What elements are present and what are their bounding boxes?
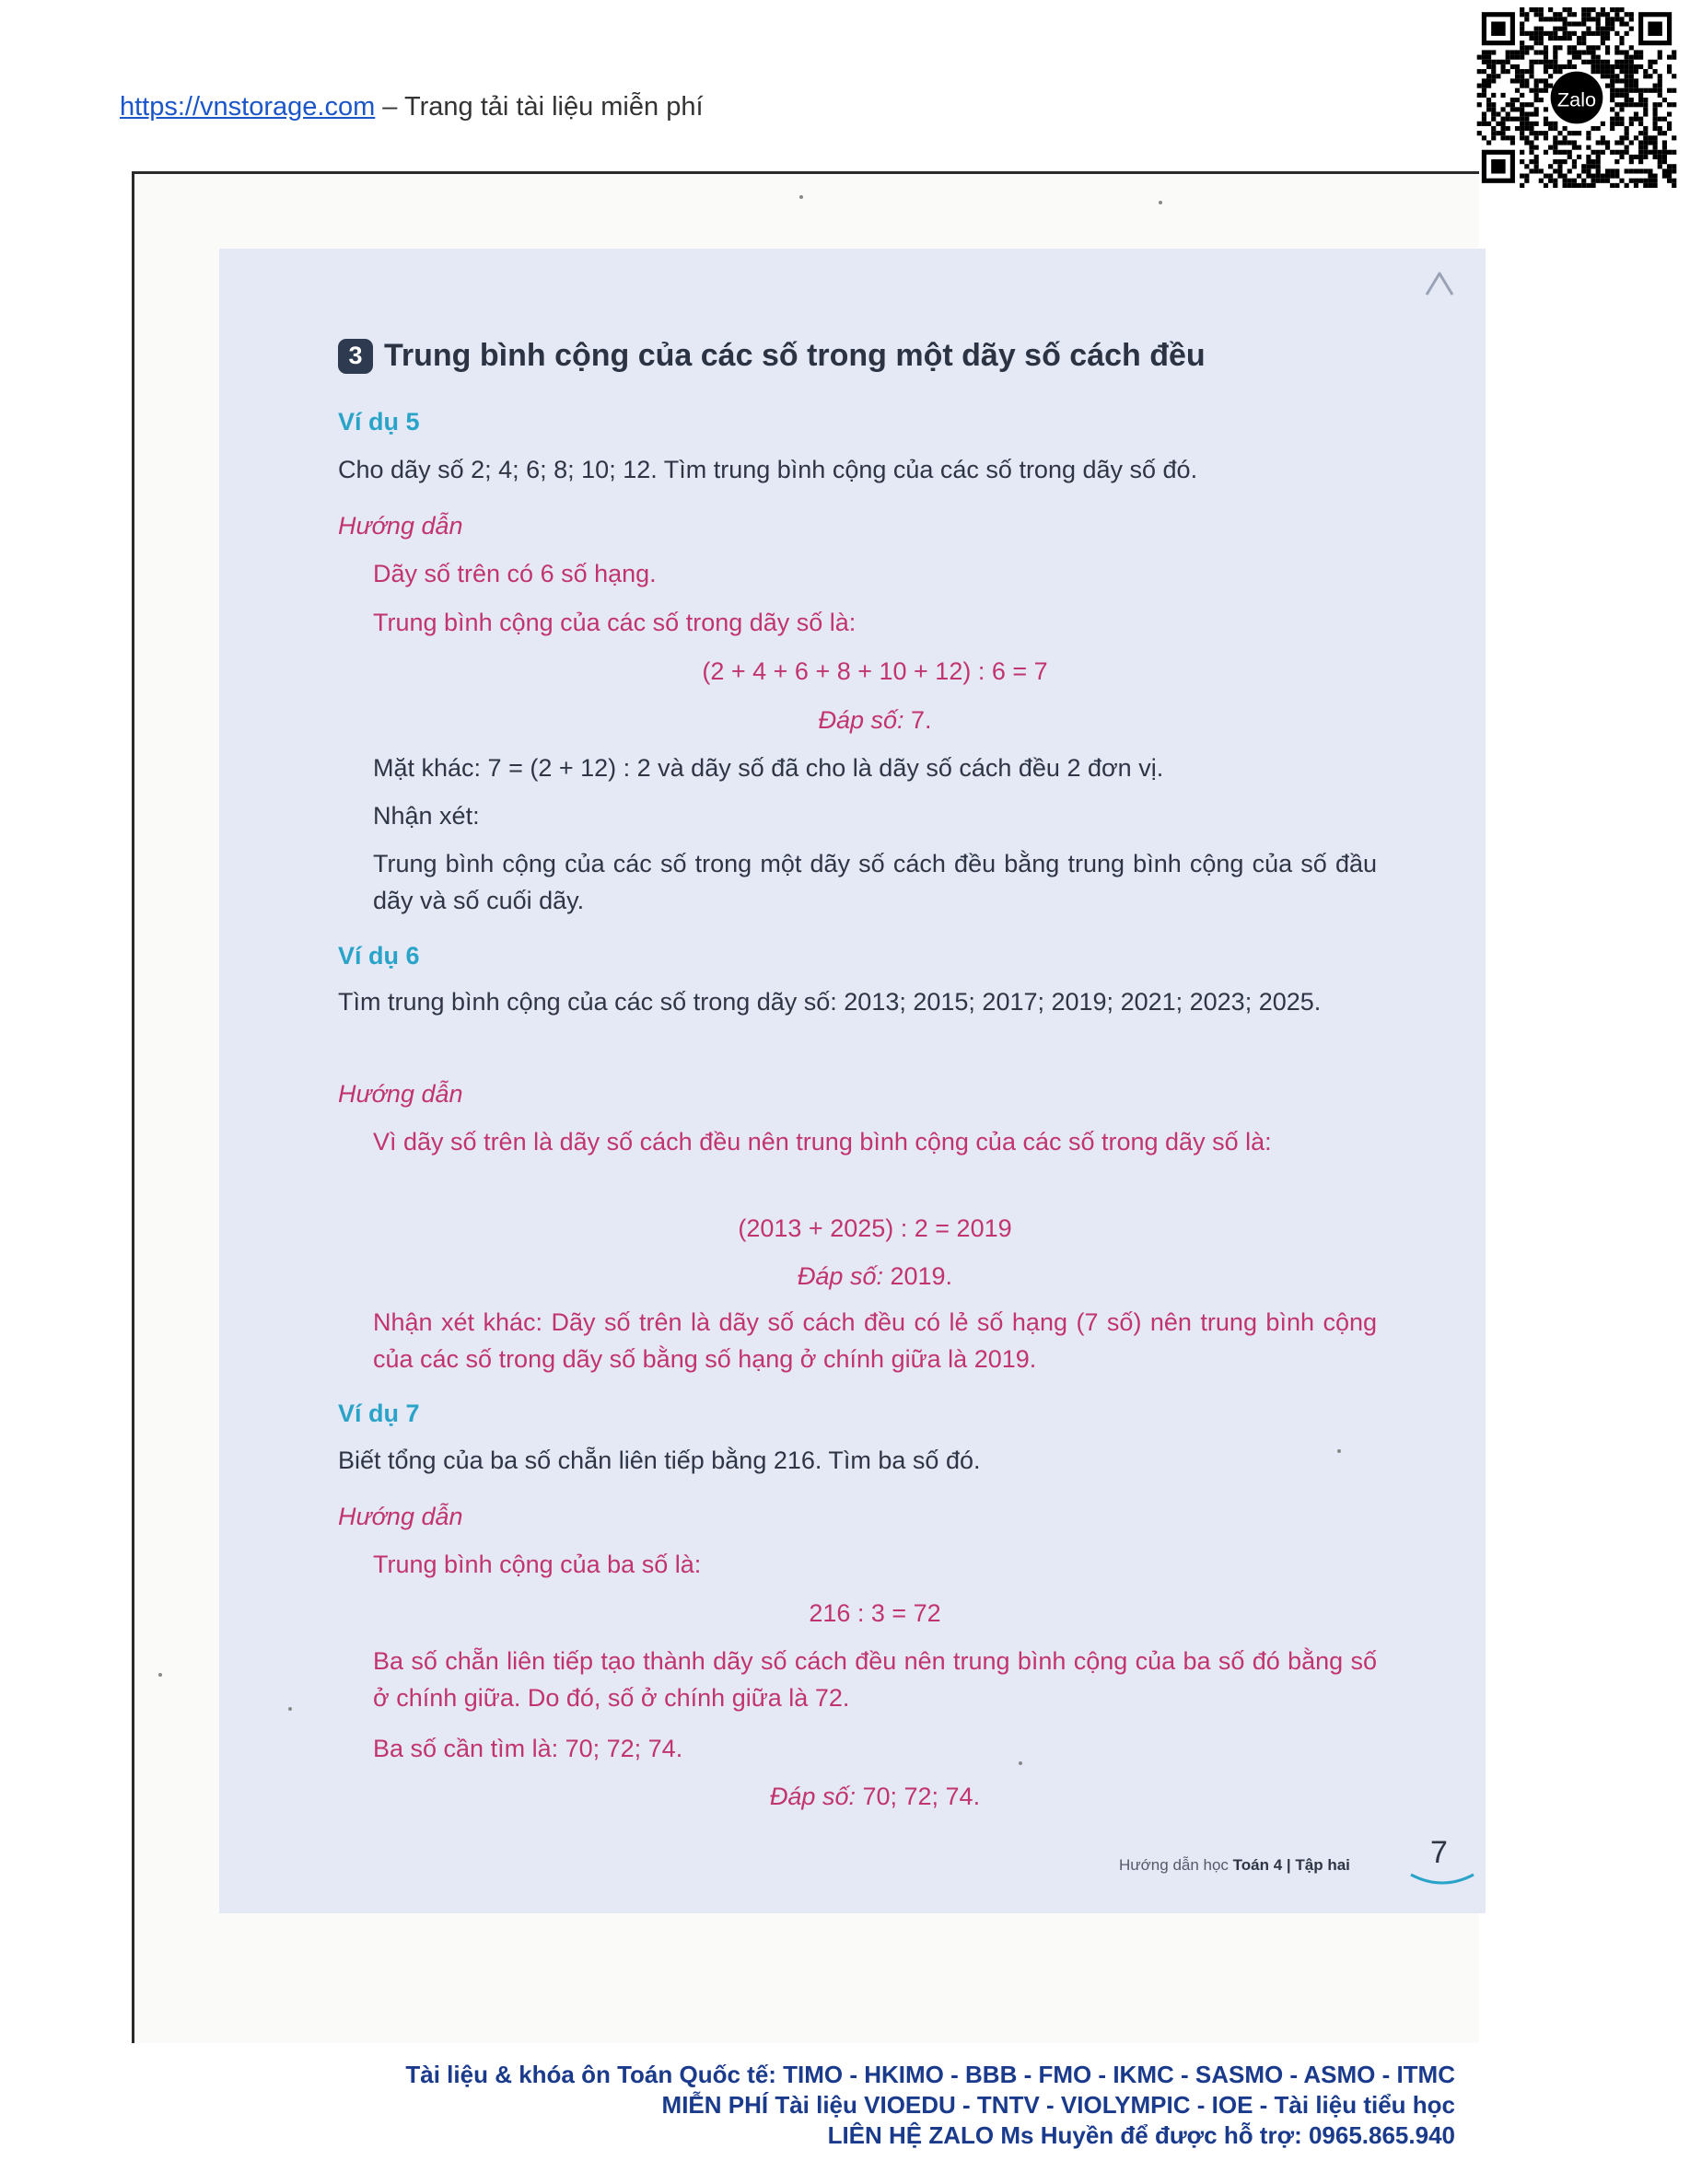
example-7-guide-label: Hướng dẫn xyxy=(338,1503,463,1530)
section-heading xyxy=(338,338,1206,374)
scan-speck xyxy=(288,1707,292,1711)
example-6-line-1: Vì dãy số trên là dãy số cách đều nên trung bình cộng của các số trong dãy số là: xyxy=(373,1128,1272,1156)
example-6-guide-label: Hướng dẫn xyxy=(338,1080,463,1108)
example-7-problem: Biết tổng của ba số chẵn liên tiếp bằng 216. Tìm ba số đó. xyxy=(338,1446,981,1474)
example-5-line-2: Trung bình cộng của các số trong dãy số là: xyxy=(373,609,857,636)
zalo-logo-text: Zalo xyxy=(1556,87,1597,111)
site-tagline: – Trang tải tài liệu miễn phí xyxy=(375,92,704,122)
example-7-answer xyxy=(373,1778,1377,1815)
example-7-line-2: Ba số chẵn liên tiếp tạo thành dãy số cách đều nên trung bình cộng của ba số đó bằng số ở chính giữa. Do đó, số ở chính giữa là 72. xyxy=(373,1647,1377,1712)
triangle-corner-icon xyxy=(1423,269,1456,298)
scan-speck xyxy=(1019,1761,1022,1765)
example-5-answer xyxy=(373,702,1377,738)
example-7-label: Ví dụ 7 xyxy=(338,1400,420,1427)
answer-label: Đáp số: xyxy=(769,1783,856,1810)
example-5-guide-label: Hướng dẫn xyxy=(338,512,463,540)
answer-label: Đáp số: xyxy=(818,706,904,734)
example-5-line-4: Nhận xét: xyxy=(373,802,480,830)
example-6-line-2: Nhận xét khác: Dãy số trên là dãy số cách đều có lẻ số hạng (7 số) nên trung bình cộng của các số trong dãy số bằng số hạng ở chính giữa là 2019. xyxy=(373,1308,1377,1373)
section-title: Trung bình cộng của các số trong một dãy số cách đều xyxy=(384,338,1206,373)
page-number: 7 xyxy=(1430,1835,1448,1870)
example-6-formula: (2013 + 2025) : 2 = 2019 xyxy=(738,1214,1012,1242)
example-5-line-3: Mặt khác: 7 = (2 + 12) : 2 và dãy số đã cho là dãy số cách đều 2 đơn vị. xyxy=(373,754,1164,782)
zalo-qr-code xyxy=(1476,7,1677,188)
promo-line-1: Tài liệu & khóa ôn Toán Quốc tế: TIMO - HKIMO - BBB - FMO - IKMC - SASMO - ASMO - ITMC xyxy=(405,2061,1455,2088)
example-5-label: Ví dụ 5 xyxy=(338,408,420,436)
site-header xyxy=(120,92,704,122)
example-5-problem: Cho dãy số 2; 4; 6; 8; 10; 12. Tìm trung bình cộng của các số trong dãy số đó. xyxy=(338,456,1198,483)
example-6-answer xyxy=(373,1258,1377,1295)
example-5-line-5: Trung bình cộng của các số trong một dãy số cách đều bằng trung bình cộng của số đầu dãy và số cuối dãy. xyxy=(373,850,1377,914)
example-5-line-1: Dãy số trên có 6 số hạng. xyxy=(373,560,657,587)
answer-label: Đáp số: xyxy=(797,1262,883,1290)
scan-speck xyxy=(799,195,803,199)
page-number-swoosh-icon xyxy=(1409,1871,1475,1889)
book-footer xyxy=(1119,1856,1350,1875)
scan-speck xyxy=(158,1673,162,1677)
promo-line-3: LIÊN HỆ ZALO Ms Huyền để được hỗ trợ: 0965.865.940 xyxy=(827,2121,1455,2149)
scan-speck xyxy=(1337,1449,1341,1453)
site-url-link[interactable]: https://vnstorage.com xyxy=(120,92,376,122)
example-5-formula: (2 + 4 + 6 + 8 + 10 + 12) : 6 = 7 xyxy=(702,657,1048,685)
answer-value: 7. xyxy=(903,706,932,734)
answer-value: 2019. xyxy=(882,1262,953,1290)
example-7-formula: 216 : 3 = 72 xyxy=(809,1599,941,1627)
book-title: Toán 4 | Tập hai xyxy=(1232,1856,1350,1874)
promo-line-2: MIỄN PHÍ Tài liệu VIOEDU - TNTV - VIOLYMPIC - IOE - Tài liệu tiểu học xyxy=(661,2091,1455,2119)
example-6-label: Ví dụ 6 xyxy=(338,942,420,970)
example-7-line-1: Trung bình cộng của ba số là: xyxy=(373,1551,702,1578)
answer-value: 70; 72; 74. xyxy=(855,1783,981,1810)
example-6-problem: Tìm trung bình cộng của các số trong dãy số: 2013; 2015; 2017; 2019; 2021; 2023; 2025. xyxy=(338,988,1322,1016)
section-number-badge: 3 xyxy=(338,339,373,374)
scan-speck xyxy=(1159,201,1162,204)
book-prefix: Hướng dẫn học xyxy=(1119,1856,1233,1874)
example-7-line-3: Ba số cần tìm là: 70; 72; 74. xyxy=(373,1735,683,1762)
